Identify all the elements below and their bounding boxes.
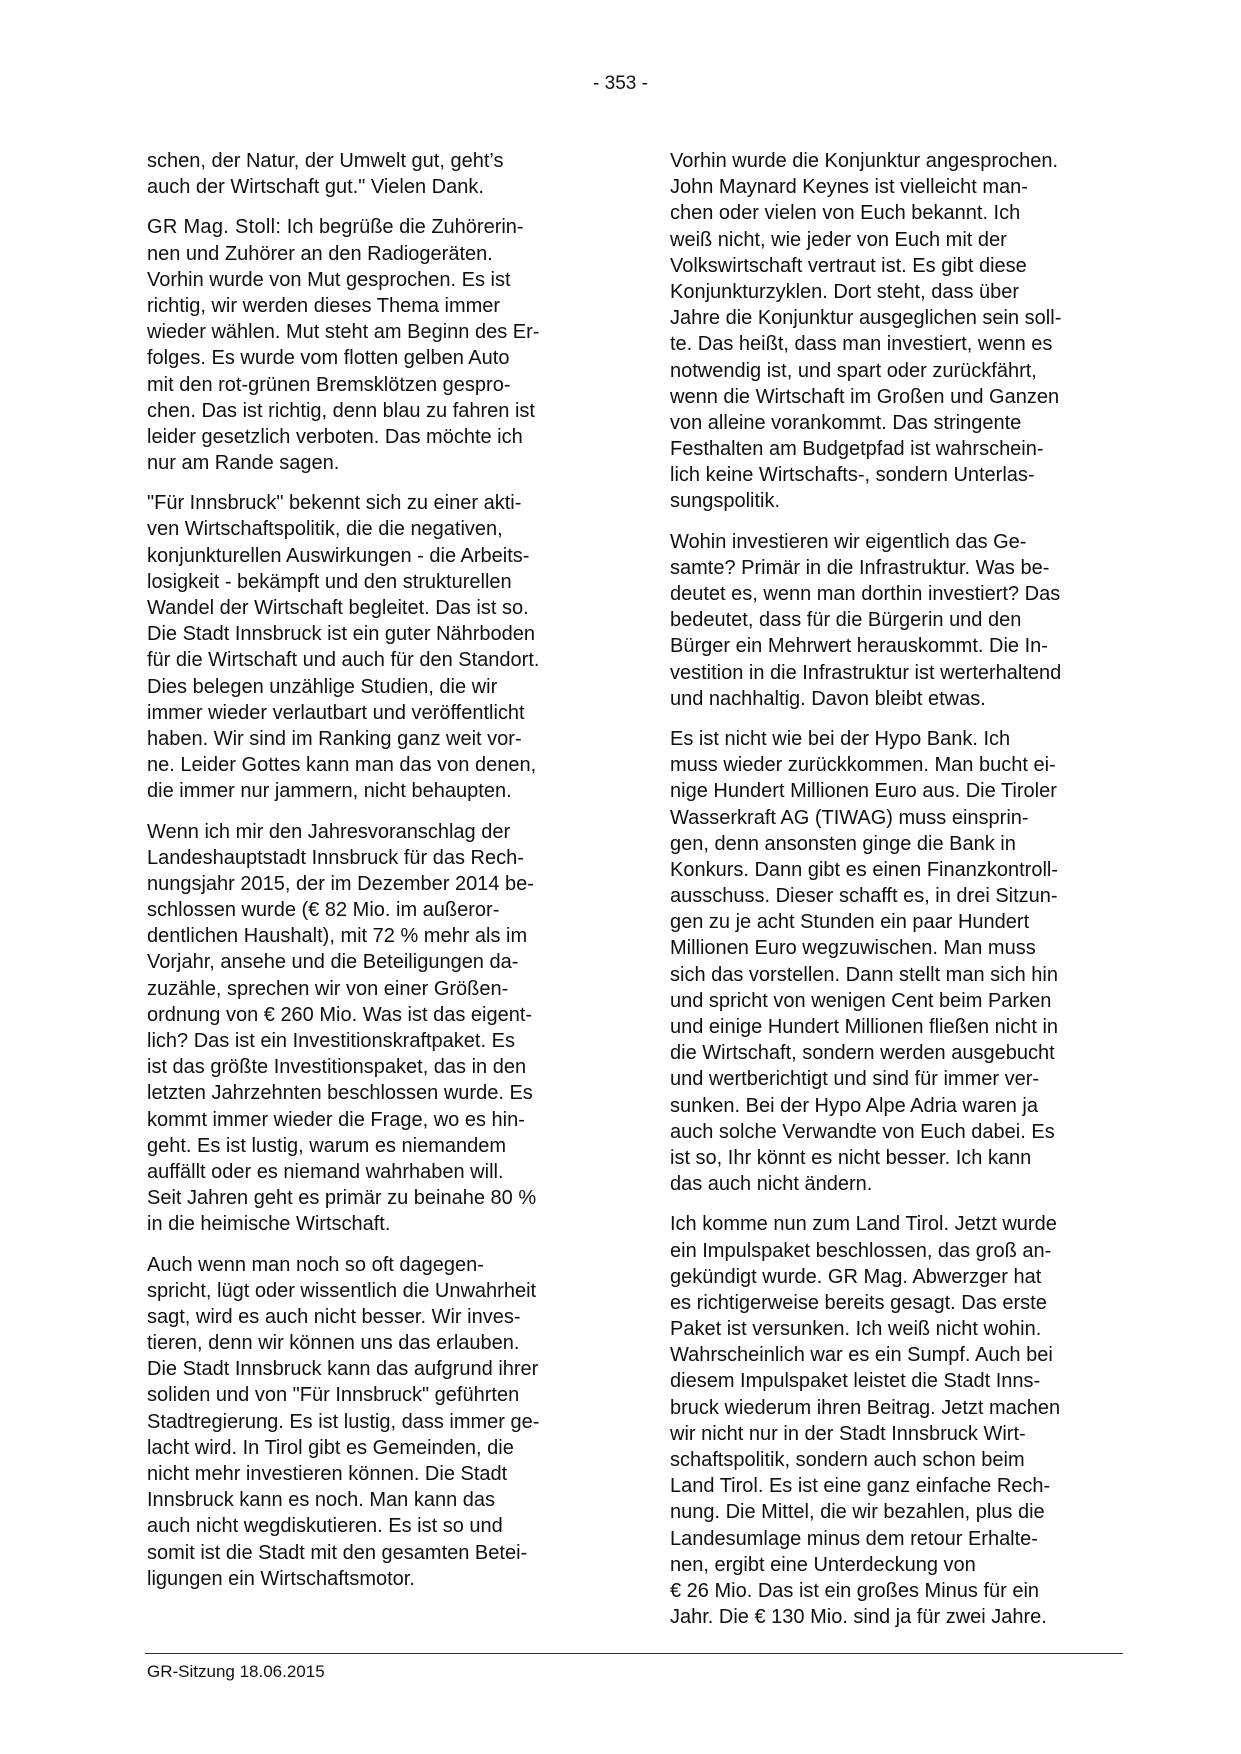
text-line: mit den rot-grünen Bremsklötzen gespro- [147,373,511,396]
text-line: das auch nicht ändern. [670,1173,873,1196]
text-line: auch der Wirtschaft gut." Vielen Dank. [147,176,484,199]
text-line: ist so, Ihr könnt es nicht besser. Ich kann [670,1146,1032,1169]
text-line: gen zu je acht Stunden ein paar Hundert [670,911,1030,934]
text-line: chen. Das ist richtig, denn blau zu fahren ist [147,399,535,422]
text-line: bedeutet, dass für die Bürgerin und den [670,609,1022,632]
paragraph [147,819,602,1238]
text-line: haben. Wir sind im Ranking ganz weit vor- [147,727,522,750]
text-line: Vorhin wurde von Mut gesprochen. Es ist [147,268,511,291]
text-line: Jahr. Die € 130 Mio. sind ja für zwei Jahre. [670,1606,1047,1629]
text-line: nige Hundert Millionen Euro aus. Die Tiroler [670,780,1057,803]
paragraph [147,214,602,476]
paragraph [670,726,1130,1197]
text-line: ligungen ein Wirtschaftsmotor. [147,1567,415,1590]
text-line: Stadtregierung. Es ist lustig, dass immer ge- [147,1410,540,1433]
text-line: somit ist die Stadt mit den gesamten Betei- [147,1541,528,1564]
text-line: chen oder vielen von Euch bekannt. Ich [670,202,1021,225]
text-line: für die Wirtschaft und auch für den Standort. [147,649,540,672]
text-line: tieren, denn wir können uns das erlauben. [147,1332,520,1355]
text-line: schlossen wurde (€ 82 Mio. im außeror- [147,899,500,922]
paragraph [670,529,1130,712]
text-line: schen, der Natur, der Umwelt gut, geht’s [147,150,504,172]
text-line: lich? Das ist ein Investitionskraftpaket. Es [147,1030,515,1052]
text-line: ausschuss. Dieser schafft es, in drei Sitzun- [670,885,1058,908]
text-line: sich das vorstellen. Dann stellt man sich hin [670,963,1058,986]
text-line: sagt, wird es auch nicht besser. Wir inves- [147,1305,521,1328]
text-line: wenn die Wirtschaft im Großen und Ganzen [670,385,1060,408]
text-line: kommt immer wieder die Frage, wo es hin- [147,1108,525,1131]
text-line: Innsbruck kann es noch. Man kann das [147,1489,495,1512]
text-line: Wohin investieren wir eigentlich das Ge- [670,530,1027,553]
text-line: Die Stadt Innsbruck kann das aufgrund ihrer [147,1358,539,1381]
text-line: Wasserkraft AG (TIWAG) muss einsprin- [670,806,1029,829]
text-line: Konjunkturzyklen. Dort steht, dass über [670,280,1020,303]
text-line: gekündigt wurde. GR Mag. Abwerzger hat [670,1265,1042,1288]
text-line: te. Das heißt, dass man investiert, wenn es [670,333,1053,356]
text-line: John Maynard Keynes ist vielleicht man- [670,176,1028,199]
text-line: leider gesetzlich verboten. Das möchte ich [147,425,523,448]
text-line: Dies belegen unzählige Studien, die wir [147,675,498,698]
text-line: Paket ist versunken. Ich weiß nicht wohin. [670,1318,1042,1341]
text-line: Millionen Euro wegzuwischen. Man muss [670,937,1036,960]
text-line: auch solche Verwandte von Euch dabei. Es [670,1120,1055,1143]
text-line: weiß nicht, wie jeder von Euch mit der [670,228,1007,251]
text-line: nur am Rande sagen. [147,452,340,475]
text-line: zuzähle, sprechen wir von einer Größen- [147,977,509,1000]
text-line: gen, denn ansonsten ginge die Bank in [670,832,1016,855]
text-line: ven Wirtschaftspolitik, die die negativen, [147,518,503,541]
text-line: richtig, wir werden dieses Thema immer [147,294,501,317]
text-line: soliden und von "Für Innsbruck" geführten [147,1384,520,1407]
text-line: muss wieder zurückkommen. Man bucht ei- [670,754,1056,777]
text-line: Es ist nicht wie bei der Hypo Bank. Ich [670,727,1011,750]
text-line: die immer nur jammern, nicht behaupten. [147,780,512,803]
text-line: losigkeit - bekämpft und den strukturellen [147,570,512,593]
text-line: sungspolitik. [670,490,781,513]
text-line: folges. Es wurde vom flotten gelben Auto [147,347,510,370]
text-line: bruck wiederum ihren Beitrag. Jetzt machen [670,1396,1061,1419]
text-line: auch nicht wegdiskutieren. Es ist so und [147,1515,503,1538]
text-line: nen, ergibt eine Unterdeckung von [670,1553,976,1576]
text-line: Vorhin wurde die Konjunktur angesprochen. [670,150,1059,172]
paragraph [147,148,602,200]
text-line: deutet es, wenn man dorthin investiert? Das [670,583,1061,605]
left-column [147,148,602,1606]
text-line: Vorjahr, ansehe und die Beteiligungen da- [147,951,519,974]
text-line: Landesumlage minus dem retour Erhalte- [670,1527,1038,1550]
text-line: immer wieder verlautbart und veröffentlicht [147,701,525,724]
text-line: Die Stadt Innsbruck ist ein guter Nährboden [147,623,535,646]
speaker-name: GR Mag. Stoll: [147,216,282,239]
text-line: von alleine vorankommt. Das stringente [670,411,1022,434]
paragraph [147,490,602,804]
text-line: Seit Jahren geht es primär zu beinahe 80 % [147,1187,537,1210]
text-line: ordnung von € 260 Mio. Was ist das eigent- [147,1003,533,1026]
text-line: Wenn ich mir den Jahresvoranschlag der [147,820,511,843]
text-line: ein Impulspaket beschlossen, das groß an- [670,1239,1052,1262]
text-line: lacht wird. In Tirol gibt es Gemeinden, die [147,1436,514,1459]
text-line: und nachhaltig. Davon bleibt etwas. [670,687,986,710]
text-line: vestition in die Infrastruktur ist werterhaltend [670,661,1062,684]
text-line: nicht mehr investieren können. Die Stadt [147,1463,508,1485]
text-line: und spricht von wenigen Cent beim Parken [670,989,1052,1012]
text-line: samte? Primär in die Infrastruktur. Was be- [670,556,1050,579]
text-line [147,214,602,240]
text-line: es richtigerweise bereits gesagt. Das erste [670,1291,1047,1314]
right-column [670,148,1130,1644]
text-line: wir nicht nur in der Stadt Innsbruck Wirt- [670,1422,1026,1445]
text-line: Jahre die Konjunktur ausgeglichen sein soll- [670,307,1062,330]
text-line: und wertberichtigt und sind für immer ver- [670,1068,1040,1091]
text-line: ne. Leider Gottes kann man das von denen, [147,754,537,777]
text-line: geht. Es ist lustig, warum es niemandem [147,1134,507,1157]
text-line: Volkswirtschaft vertraut ist. Es gibt diese [670,254,1027,277]
text-line: nen und Zuhörer an den Radiogeräten. [147,242,493,265]
text-line: nung. Die Mittel, die wir bezahlen, plus die [670,1501,1045,1524]
text-line: Festhalten am Budgetpfad ist wahrschein- [670,438,1044,461]
text-line: schaftspolitik, sondern auch schon beim [670,1449,1025,1471]
text-line: letzten Jahrzehnten beschlossen wurde. Es [147,1082,533,1105]
text-line: Auch wenn man noch so oft dagegen- [147,1253,484,1276]
paragraph [670,148,1130,515]
text-line: diesem Impulspaket leistet die Stadt Inns- [670,1370,1041,1393]
paragraph [670,1211,1130,1630]
text-line: ist das größte Investitionspaket, das in den [147,1056,527,1079]
page-number: - 353 - [593,73,648,94]
text-line: Wahrscheinlich war es ein Sumpf. Auch bei [670,1344,1053,1367]
text-line: spricht, lügt oder wissentlich die Unwahrheit [147,1279,537,1302]
text-line: dentlichen Haushalt), mit 72 % mehr als im [147,925,528,948]
text-line: Landeshauptstadt Innsbruck für das Rech- [147,846,524,869]
text-line: Bürger ein Mehrwert herauskommt. Die In- [670,635,1048,658]
text-line: lich keine Wirtschafts-, sondern Unterlas- [670,464,1035,487]
text-line: sunken. Bei der Hypo Alpe Adria waren ja [670,1094,1038,1117]
text-line: Land Tirol. Es ist eine ganz einfache Rech- [670,1475,1051,1498]
text-line: € 26 Mio. Das ist ein großes Minus für ein [670,1579,1040,1602]
footer-session-date: GR-Sitzung 18.06.2015 [147,1662,325,1681]
text-line: Ich komme nun zum Land Tirol. Jetzt wurde [670,1213,1057,1236]
text-line: die Wirtschaft, sondern werden ausgebucht [670,1042,1055,1065]
text-line: Wandel der Wirtschaft begleitet. Das ist so. [147,597,529,619]
text-line: wieder wählen. Mut steht am Beginn des Er- [147,321,540,344]
text-line: in die heimische Wirtschaft. [147,1213,391,1236]
footer-divider [145,1653,1123,1654]
text-line: konjunkturellen Auswirkungen - die Arbeits- [147,544,530,567]
text-line: und einige Hundert Millionen fließen nicht in [670,1016,1059,1038]
text-line: notwendig ist, und spart oder zurückfährt, [670,359,1037,382]
text-line: nungsjahr 2015, der im Dezember 2014 be- [147,872,534,895]
text-line: auffällt oder es niemand wahrhaben will. [147,1160,504,1183]
text-line: Konkurs. Dann gibt es einen Finanzkontroll- [670,858,1058,881]
speech-text: Ich begrüße die Zuhörerin- [281,216,524,239]
paragraph [147,1252,602,1592]
text-line: "Für Innsbruck" bekennt sich zu einer akti- [147,492,522,515]
